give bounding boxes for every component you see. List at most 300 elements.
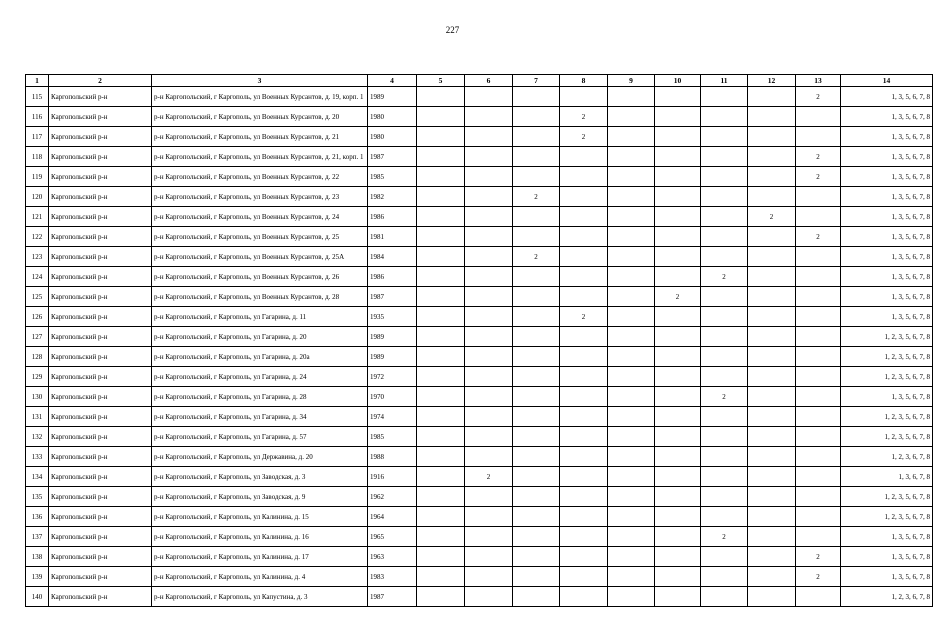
col-6-cell	[465, 267, 513, 287]
table-row	[26, 367, 933, 387]
row-number-cell: 126	[26, 307, 49, 327]
address-cell: р-н Каргопольский, г Каргополь, ул Военных Курсантов, д. 19, корп. 1	[152, 87, 368, 107]
col-9-cell	[608, 167, 655, 187]
col-13-cell	[796, 407, 841, 427]
col-8-cell: 2	[560, 107, 608, 127]
table-row	[26, 187, 933, 207]
col-8-cell: 2	[560, 307, 608, 327]
year-cell: 1988	[368, 447, 417, 467]
col-6-cell	[465, 187, 513, 207]
address-cell: р-н Каргопольский, г Каргополь, ул Калинина, д. 15	[152, 507, 368, 527]
col-9-cell	[608, 147, 655, 167]
col-9-cell	[608, 267, 655, 287]
col-10-cell	[655, 567, 701, 587]
col-6-cell	[465, 347, 513, 367]
district-cell: Каргопольский р-н	[49, 167, 152, 187]
row-number-cell: 136	[26, 507, 49, 527]
address-cell: р-н Каргопольский, г Каргополь, ул Гагарина, д. 20а	[152, 347, 368, 367]
year-cell: 1963	[368, 547, 417, 567]
col-13-cell: 2	[796, 567, 841, 587]
address-cell: р-н Каргопольский, г Каргополь, ул Калинина, д. 16	[152, 527, 368, 547]
address-cell: р-н Каргопольский, г Каргополь, ул Военных Курсантов, д. 21, корп. 1	[152, 147, 368, 167]
column-header-5: 5	[417, 75, 465, 87]
col-13-cell: 2	[796, 167, 841, 187]
col-6-cell	[465, 147, 513, 167]
col-14-cell: 1, 3, 5, 6, 7, 8	[841, 527, 933, 547]
col-10-cell: 2	[655, 287, 701, 307]
year-cell: 1987	[368, 287, 417, 307]
col-7-cell	[513, 347, 560, 367]
col-10-cell	[655, 367, 701, 387]
col-13-cell	[796, 427, 841, 447]
col-14-cell: 1, 3, 5, 6, 7, 8	[841, 567, 933, 587]
col-14-cell: 1, 2, 3, 5, 6, 7, 8	[841, 407, 933, 427]
column-header-9: 9	[608, 75, 655, 87]
col-10-cell	[655, 447, 701, 467]
table-row	[26, 447, 933, 467]
col-11-cell	[701, 587, 748, 607]
col-11-cell	[701, 327, 748, 347]
col-6-cell	[465, 247, 513, 267]
col-9-cell	[608, 327, 655, 347]
col-7-cell	[513, 327, 560, 347]
col-13-cell	[796, 107, 841, 127]
col-11-cell	[701, 147, 748, 167]
col-9-cell	[608, 127, 655, 147]
col-14-cell: 1, 3, 5, 6, 7, 8	[841, 87, 933, 107]
col-9-cell	[608, 587, 655, 607]
column-header-4: 4	[368, 75, 417, 87]
col-5-cell	[417, 547, 465, 567]
col-7-cell	[513, 227, 560, 247]
row-number-cell: 137	[26, 527, 49, 547]
col-7-cell	[513, 267, 560, 287]
row-number-cell: 115	[26, 87, 49, 107]
col-13-cell	[796, 247, 841, 267]
col-10-cell	[655, 427, 701, 447]
district-cell: Каргопольский р-н	[49, 207, 152, 227]
col-14-cell: 1, 2, 3, 5, 6, 7, 8	[841, 367, 933, 387]
col-13-cell	[796, 187, 841, 207]
col-10-cell	[655, 127, 701, 147]
address-cell: р-н Каргопольский, г Каргополь, ул Заводская, д. 9	[152, 487, 368, 507]
row-number-cell: 118	[26, 147, 49, 167]
district-cell: Каргопольский р-н	[49, 427, 152, 447]
col-8-cell	[560, 227, 608, 247]
col-14-cell: 1, 3, 5, 6, 7, 8	[841, 187, 933, 207]
year-cell: 1987	[368, 587, 417, 607]
row-number-cell: 129	[26, 367, 49, 387]
col-8-cell	[560, 547, 608, 567]
address-cell: р-н Каргопольский, г Каргополь, ул Военных Курсантов, д. 25А	[152, 247, 368, 267]
col-14-cell: 1, 3, 6, 7, 8	[841, 467, 933, 487]
col-5-cell	[417, 567, 465, 587]
year-cell: 1972	[368, 367, 417, 387]
col-8-cell	[560, 527, 608, 547]
col-5-cell	[417, 147, 465, 167]
col-5-cell	[417, 587, 465, 607]
col-10-cell	[655, 207, 701, 227]
year-cell: 1989	[368, 87, 417, 107]
col-10-cell	[655, 527, 701, 547]
col-13-cell	[796, 467, 841, 487]
table-row	[26, 507, 933, 527]
col-7-cell: 2	[513, 247, 560, 267]
col-8-cell	[560, 467, 608, 487]
col-7-cell	[513, 287, 560, 307]
col-7-cell	[513, 387, 560, 407]
district-cell: Каргопольский р-н	[49, 367, 152, 387]
col-8-cell	[560, 567, 608, 587]
col-8-cell	[560, 387, 608, 407]
col-11-cell	[701, 227, 748, 247]
col-5-cell	[417, 387, 465, 407]
col-11-cell	[701, 287, 748, 307]
table-row	[26, 327, 933, 347]
table-row	[26, 587, 933, 607]
col-11-cell	[701, 447, 748, 467]
col-12-cell	[748, 427, 796, 447]
col-12-cell	[748, 567, 796, 587]
col-13-cell: 2	[796, 227, 841, 247]
year-cell: 1970	[368, 387, 417, 407]
col-14-cell: 1, 3, 5, 6, 7, 8	[841, 287, 933, 307]
year-cell: 1989	[368, 347, 417, 367]
table-row	[26, 547, 933, 567]
col-7-cell	[513, 107, 560, 127]
col-14-cell: 1, 3, 5, 6, 7, 8	[841, 227, 933, 247]
year-cell: 1916	[368, 467, 417, 487]
col-6-cell	[465, 87, 513, 107]
col-11-cell	[701, 107, 748, 127]
col-13-cell	[796, 507, 841, 527]
col-9-cell	[608, 487, 655, 507]
col-6-cell	[465, 427, 513, 447]
col-11-cell	[701, 247, 748, 267]
col-8-cell	[560, 167, 608, 187]
district-cell: Каргопольский р-н	[49, 347, 152, 367]
col-5-cell	[417, 127, 465, 147]
year-cell: 1986	[368, 267, 417, 287]
table-row	[26, 147, 933, 167]
col-12-cell	[748, 407, 796, 427]
col-11-cell	[701, 127, 748, 147]
col-12-cell	[748, 327, 796, 347]
address-cell: р-н Каргопольский, г Каргополь, ул Военных Курсантов, д. 22	[152, 167, 368, 187]
row-number-cell: 140	[26, 587, 49, 607]
column-header-12: 12	[748, 75, 796, 87]
col-7-cell	[513, 467, 560, 487]
col-5-cell	[417, 447, 465, 467]
row-number-cell: 124	[26, 267, 49, 287]
col-10-cell	[655, 507, 701, 527]
col-14-cell: 1, 3, 5, 6, 7, 8	[841, 127, 933, 147]
col-10-cell	[655, 327, 701, 347]
col-12-cell	[748, 527, 796, 547]
address-cell: р-н Каргопольский, г Каргополь, ул Гагарина, д. 57	[152, 427, 368, 447]
col-12-cell	[748, 447, 796, 467]
col-13-cell: 2	[796, 87, 841, 107]
column-header-10: 10	[655, 75, 701, 87]
col-9-cell	[608, 447, 655, 467]
address-cell: р-н Каргопольский, г Каргополь, ул Калинина, д. 4	[152, 567, 368, 587]
col-7-cell	[513, 447, 560, 467]
col-11-cell	[701, 487, 748, 507]
col-10-cell	[655, 407, 701, 427]
col-7-cell	[513, 427, 560, 447]
district-cell: Каргопольский р-н	[49, 387, 152, 407]
col-13-cell	[796, 327, 841, 347]
year-cell: 1935	[368, 307, 417, 327]
col-9-cell	[608, 507, 655, 527]
col-14-cell: 1, 3, 5, 6, 7, 8	[841, 547, 933, 567]
col-14-cell: 1, 3, 5, 6, 7, 8	[841, 147, 933, 167]
col-13-cell	[796, 447, 841, 467]
row-number-cell: 123	[26, 247, 49, 267]
address-cell: р-н Каргопольский, г Каргополь, ул Державина, д. 20	[152, 447, 368, 467]
col-8-cell	[560, 187, 608, 207]
col-10-cell	[655, 247, 701, 267]
col-10-cell	[655, 487, 701, 507]
col-13-cell	[796, 127, 841, 147]
district-cell: Каргопольский р-н	[49, 187, 152, 207]
district-cell: Каргопольский р-н	[49, 447, 152, 467]
table-row	[26, 287, 933, 307]
district-cell: Каргопольский р-н	[49, 467, 152, 487]
col-11-cell	[701, 367, 748, 387]
table-row	[26, 387, 933, 407]
col-6-cell	[465, 167, 513, 187]
address-cell: р-н Каргопольский, г Каргополь, ул Военных Курсантов, д. 20	[152, 107, 368, 127]
col-8-cell	[560, 207, 608, 227]
address-cell: р-н Каргопольский, г Каргополь, ул Военных Курсантов, д. 25	[152, 227, 368, 247]
district-cell: Каргопольский р-н	[49, 127, 152, 147]
row-number-cell: 116	[26, 107, 49, 127]
row-number-cell: 138	[26, 547, 49, 567]
year-cell: 1987	[368, 147, 417, 167]
col-8-cell	[560, 407, 608, 427]
table-row	[26, 487, 933, 507]
col-10-cell	[655, 347, 701, 367]
address-cell: р-н Каргопольский, г Каргополь, ул Военных Курсантов, д. 24	[152, 207, 368, 227]
col-11-cell	[701, 547, 748, 567]
col-11-cell	[701, 307, 748, 327]
address-cell: р-н Каргопольский, г Каргополь, ул Гагарина, д. 11	[152, 307, 368, 327]
col-9-cell	[608, 107, 655, 127]
column-header-1: 1	[26, 75, 49, 87]
col-7-cell	[513, 567, 560, 587]
col-7-cell	[513, 147, 560, 167]
col-14-cell: 1, 2, 3, 5, 6, 7, 8	[841, 327, 933, 347]
row-number-cell: 132	[26, 427, 49, 447]
col-14-cell: 1, 2, 3, 6, 7, 8	[841, 447, 933, 467]
col-12-cell	[748, 247, 796, 267]
col-6-cell	[465, 487, 513, 507]
table-row	[26, 127, 933, 147]
address-cell: р-н Каргопольский, г Каргополь, ул Военных Курсантов, д. 23	[152, 187, 368, 207]
col-6-cell	[465, 367, 513, 387]
col-5-cell	[417, 247, 465, 267]
col-11-cell	[701, 467, 748, 487]
col-6-cell	[465, 207, 513, 227]
row-number-cell: 131	[26, 407, 49, 427]
col-11-cell: 2	[701, 527, 748, 547]
col-11-cell	[701, 507, 748, 527]
year-cell: 1980	[368, 107, 417, 127]
col-5-cell	[417, 467, 465, 487]
col-9-cell	[608, 247, 655, 267]
col-11-cell	[701, 407, 748, 427]
col-9-cell	[608, 467, 655, 487]
col-12-cell	[748, 367, 796, 387]
year-cell: 1989	[368, 327, 417, 347]
col-9-cell	[608, 227, 655, 247]
table-row	[26, 467, 933, 487]
col-9-cell	[608, 307, 655, 327]
table-row	[26, 207, 933, 227]
row-number-cell: 125	[26, 287, 49, 307]
col-6-cell	[465, 107, 513, 127]
col-13-cell	[796, 527, 841, 547]
col-5-cell	[417, 87, 465, 107]
col-13-cell	[796, 207, 841, 227]
col-5-cell	[417, 107, 465, 127]
col-10-cell	[655, 467, 701, 487]
year-cell: 1985	[368, 167, 417, 187]
col-7-cell	[513, 507, 560, 527]
district-cell: Каргопольский р-н	[49, 307, 152, 327]
col-9-cell	[608, 87, 655, 107]
col-8-cell: 2	[560, 127, 608, 147]
col-8-cell	[560, 487, 608, 507]
table-row	[26, 567, 933, 587]
row-number-cell: 128	[26, 347, 49, 367]
col-12-cell	[748, 487, 796, 507]
col-7-cell	[513, 167, 560, 187]
col-13-cell	[796, 487, 841, 507]
col-6-cell	[465, 447, 513, 467]
col-6-cell	[465, 327, 513, 347]
col-5-cell	[417, 327, 465, 347]
row-number-cell: 119	[26, 167, 49, 187]
district-cell: Каргопольский р-н	[49, 487, 152, 507]
year-cell: 1986	[368, 207, 417, 227]
table-row	[26, 427, 933, 447]
col-6-cell	[465, 407, 513, 427]
row-number-cell: 130	[26, 387, 49, 407]
col-12-cell	[748, 347, 796, 367]
column-header-14: 14	[841, 75, 933, 87]
col-9-cell	[608, 547, 655, 567]
col-6-cell	[465, 587, 513, 607]
col-12-cell	[748, 187, 796, 207]
district-cell: Каргопольский р-н	[49, 247, 152, 267]
col-8-cell	[560, 87, 608, 107]
col-5-cell	[417, 167, 465, 187]
col-12-cell	[748, 127, 796, 147]
address-cell: р-н Каргопольский, г Каргополь, ул Военных Курсантов, д. 28	[152, 287, 368, 307]
col-9-cell	[608, 187, 655, 207]
col-8-cell	[560, 447, 608, 467]
col-12-cell	[748, 587, 796, 607]
col-10-cell	[655, 87, 701, 107]
col-7-cell: 2	[513, 187, 560, 207]
col-5-cell	[417, 407, 465, 427]
col-14-cell: 1, 3, 5, 6, 7, 8	[841, 207, 933, 227]
year-cell: 1962	[368, 487, 417, 507]
col-6-cell	[465, 547, 513, 567]
table-row	[26, 167, 933, 187]
col-12-cell	[748, 147, 796, 167]
year-cell: 1965	[368, 527, 417, 547]
col-11-cell	[701, 87, 748, 107]
col-7-cell	[513, 367, 560, 387]
column-header-7: 7	[513, 75, 560, 87]
col-14-cell: 1, 2, 3, 5, 6, 7, 8	[841, 507, 933, 527]
address-cell: р-н Каргопольский, г Каргополь, ул Гагарина, д. 28	[152, 387, 368, 407]
column-header-13: 13	[796, 75, 841, 87]
col-5-cell	[417, 227, 465, 247]
row-number-cell: 122	[26, 227, 49, 247]
col-11-cell	[701, 167, 748, 187]
column-header-2: 2	[49, 75, 152, 87]
col-7-cell	[513, 587, 560, 607]
col-14-cell: 1, 3, 5, 6, 7, 8	[841, 107, 933, 127]
col-14-cell: 1, 3, 5, 6, 7, 8	[841, 307, 933, 327]
col-5-cell	[417, 207, 465, 227]
table-row	[26, 87, 933, 107]
row-number-cell: 139	[26, 567, 49, 587]
col-14-cell: 1, 3, 5, 6, 7, 8	[841, 247, 933, 267]
table-row	[26, 107, 933, 127]
col-6-cell	[465, 567, 513, 587]
col-12-cell	[748, 227, 796, 247]
year-cell: 1983	[368, 567, 417, 587]
col-12-cell	[748, 87, 796, 107]
col-10-cell	[655, 147, 701, 167]
col-6-cell	[465, 507, 513, 527]
col-5-cell	[417, 427, 465, 447]
col-11-cell: 2	[701, 387, 748, 407]
col-13-cell	[796, 347, 841, 367]
table-row	[26, 247, 933, 267]
col-8-cell	[560, 327, 608, 347]
col-10-cell	[655, 387, 701, 407]
district-cell: Каргопольский р-н	[49, 527, 152, 547]
col-6-cell	[465, 127, 513, 147]
col-5-cell	[417, 187, 465, 207]
district-cell: Каргопольский р-н	[49, 87, 152, 107]
district-cell: Каргопольский р-н	[49, 587, 152, 607]
col-10-cell	[655, 167, 701, 187]
col-7-cell	[513, 487, 560, 507]
col-12-cell	[748, 307, 796, 327]
col-9-cell	[608, 407, 655, 427]
col-7-cell	[513, 87, 560, 107]
col-14-cell: 1, 3, 5, 6, 7, 8	[841, 267, 933, 287]
col-7-cell	[513, 127, 560, 147]
col-12-cell	[748, 547, 796, 567]
register-table	[25, 74, 933, 607]
col-8-cell	[560, 427, 608, 447]
col-9-cell	[608, 287, 655, 307]
col-6-cell	[465, 387, 513, 407]
col-6-cell	[465, 307, 513, 327]
col-13-cell	[796, 307, 841, 327]
col-14-cell: 1, 2, 3, 5, 6, 7, 8	[841, 487, 933, 507]
column-header-8: 8	[560, 75, 608, 87]
col-12-cell	[748, 467, 796, 487]
